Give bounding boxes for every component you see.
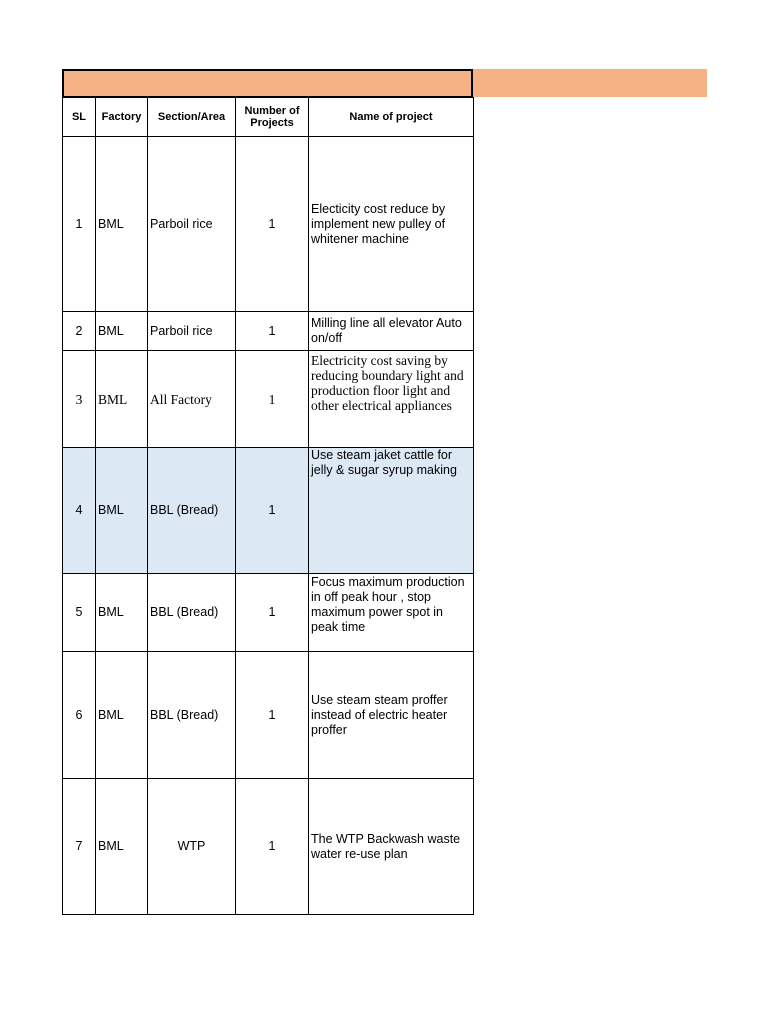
table-row xyxy=(63,351,474,448)
cell-project-name: Use steam steam proffer instead of electric heater proffer xyxy=(309,652,474,779)
cell-sl: 1 xyxy=(63,137,96,312)
table-row xyxy=(63,312,474,351)
header-number-line1: Number of xyxy=(244,105,300,117)
cell-number: 1 xyxy=(236,312,309,351)
cell-sl: 5 xyxy=(63,574,96,652)
table-row xyxy=(63,137,474,312)
cell-number: 1 xyxy=(236,448,309,574)
header-sl: SL xyxy=(63,98,96,137)
table-row xyxy=(63,779,474,915)
cell-sl: 7 xyxy=(63,779,96,915)
cell-number: 1 xyxy=(236,652,309,779)
table-header-row xyxy=(63,98,474,137)
cell-section: Parboil rice xyxy=(148,312,236,351)
cell-project-name: The WTP Backwash waste water re-use plan xyxy=(309,779,474,915)
header-factory: Factory xyxy=(96,98,148,137)
cell-number: 1 xyxy=(236,351,309,448)
cell-section: BBL (Bread) xyxy=(148,574,236,652)
table-row xyxy=(63,652,474,779)
cell-factory: BML xyxy=(96,351,148,448)
cell-sl: 6 xyxy=(63,652,96,779)
cell-factory: BML xyxy=(96,652,148,779)
cell-sl: 3 xyxy=(63,351,96,448)
cell-section: All Factory xyxy=(148,351,236,448)
cell-project-name: Electicity cost reduce by implement new pulley of whitener machine xyxy=(309,137,474,312)
header-name-of-project: Name of project xyxy=(309,98,474,137)
cell-number: 1 xyxy=(236,137,309,312)
cell-factory: BML xyxy=(96,574,148,652)
cell-project-name: Electricity cost saving by reducing boundary light and production floor light and other electrical appliances xyxy=(309,351,474,448)
cell-project-name: Focus maximum production in off peak hour , stop maximum power spot in peak time xyxy=(309,574,474,652)
header-section-area: Section/Area xyxy=(148,98,236,137)
cell-sl: 4 xyxy=(63,448,96,574)
cell-section: BBL (Bread) xyxy=(148,448,236,574)
cell-section: Parboil rice xyxy=(148,137,236,312)
cell-factory: BML xyxy=(96,312,148,351)
cell-section: BBL (Bread) xyxy=(148,652,236,779)
table-row-highlighted xyxy=(63,448,474,574)
cell-sl: 2 xyxy=(63,312,96,351)
header-number-line2: Projects xyxy=(250,117,294,129)
header-number-of-projects xyxy=(236,98,309,137)
cell-project-name: Milling line all elevator Auto on/off xyxy=(309,312,474,351)
table-row xyxy=(63,574,474,652)
cell-number: 1 xyxy=(236,574,309,652)
cell-project-name: Use steam jaket cattle for jelly & sugar syrup making xyxy=(309,448,474,574)
cell-section: WTP xyxy=(148,779,236,915)
cell-number: 1 xyxy=(236,779,309,915)
cell-factory: BML xyxy=(96,448,148,574)
cell-factory: BML xyxy=(96,779,148,915)
projects-table xyxy=(62,97,474,915)
cell-factory: BML xyxy=(96,137,148,312)
title-banner-cell xyxy=(62,69,473,97)
